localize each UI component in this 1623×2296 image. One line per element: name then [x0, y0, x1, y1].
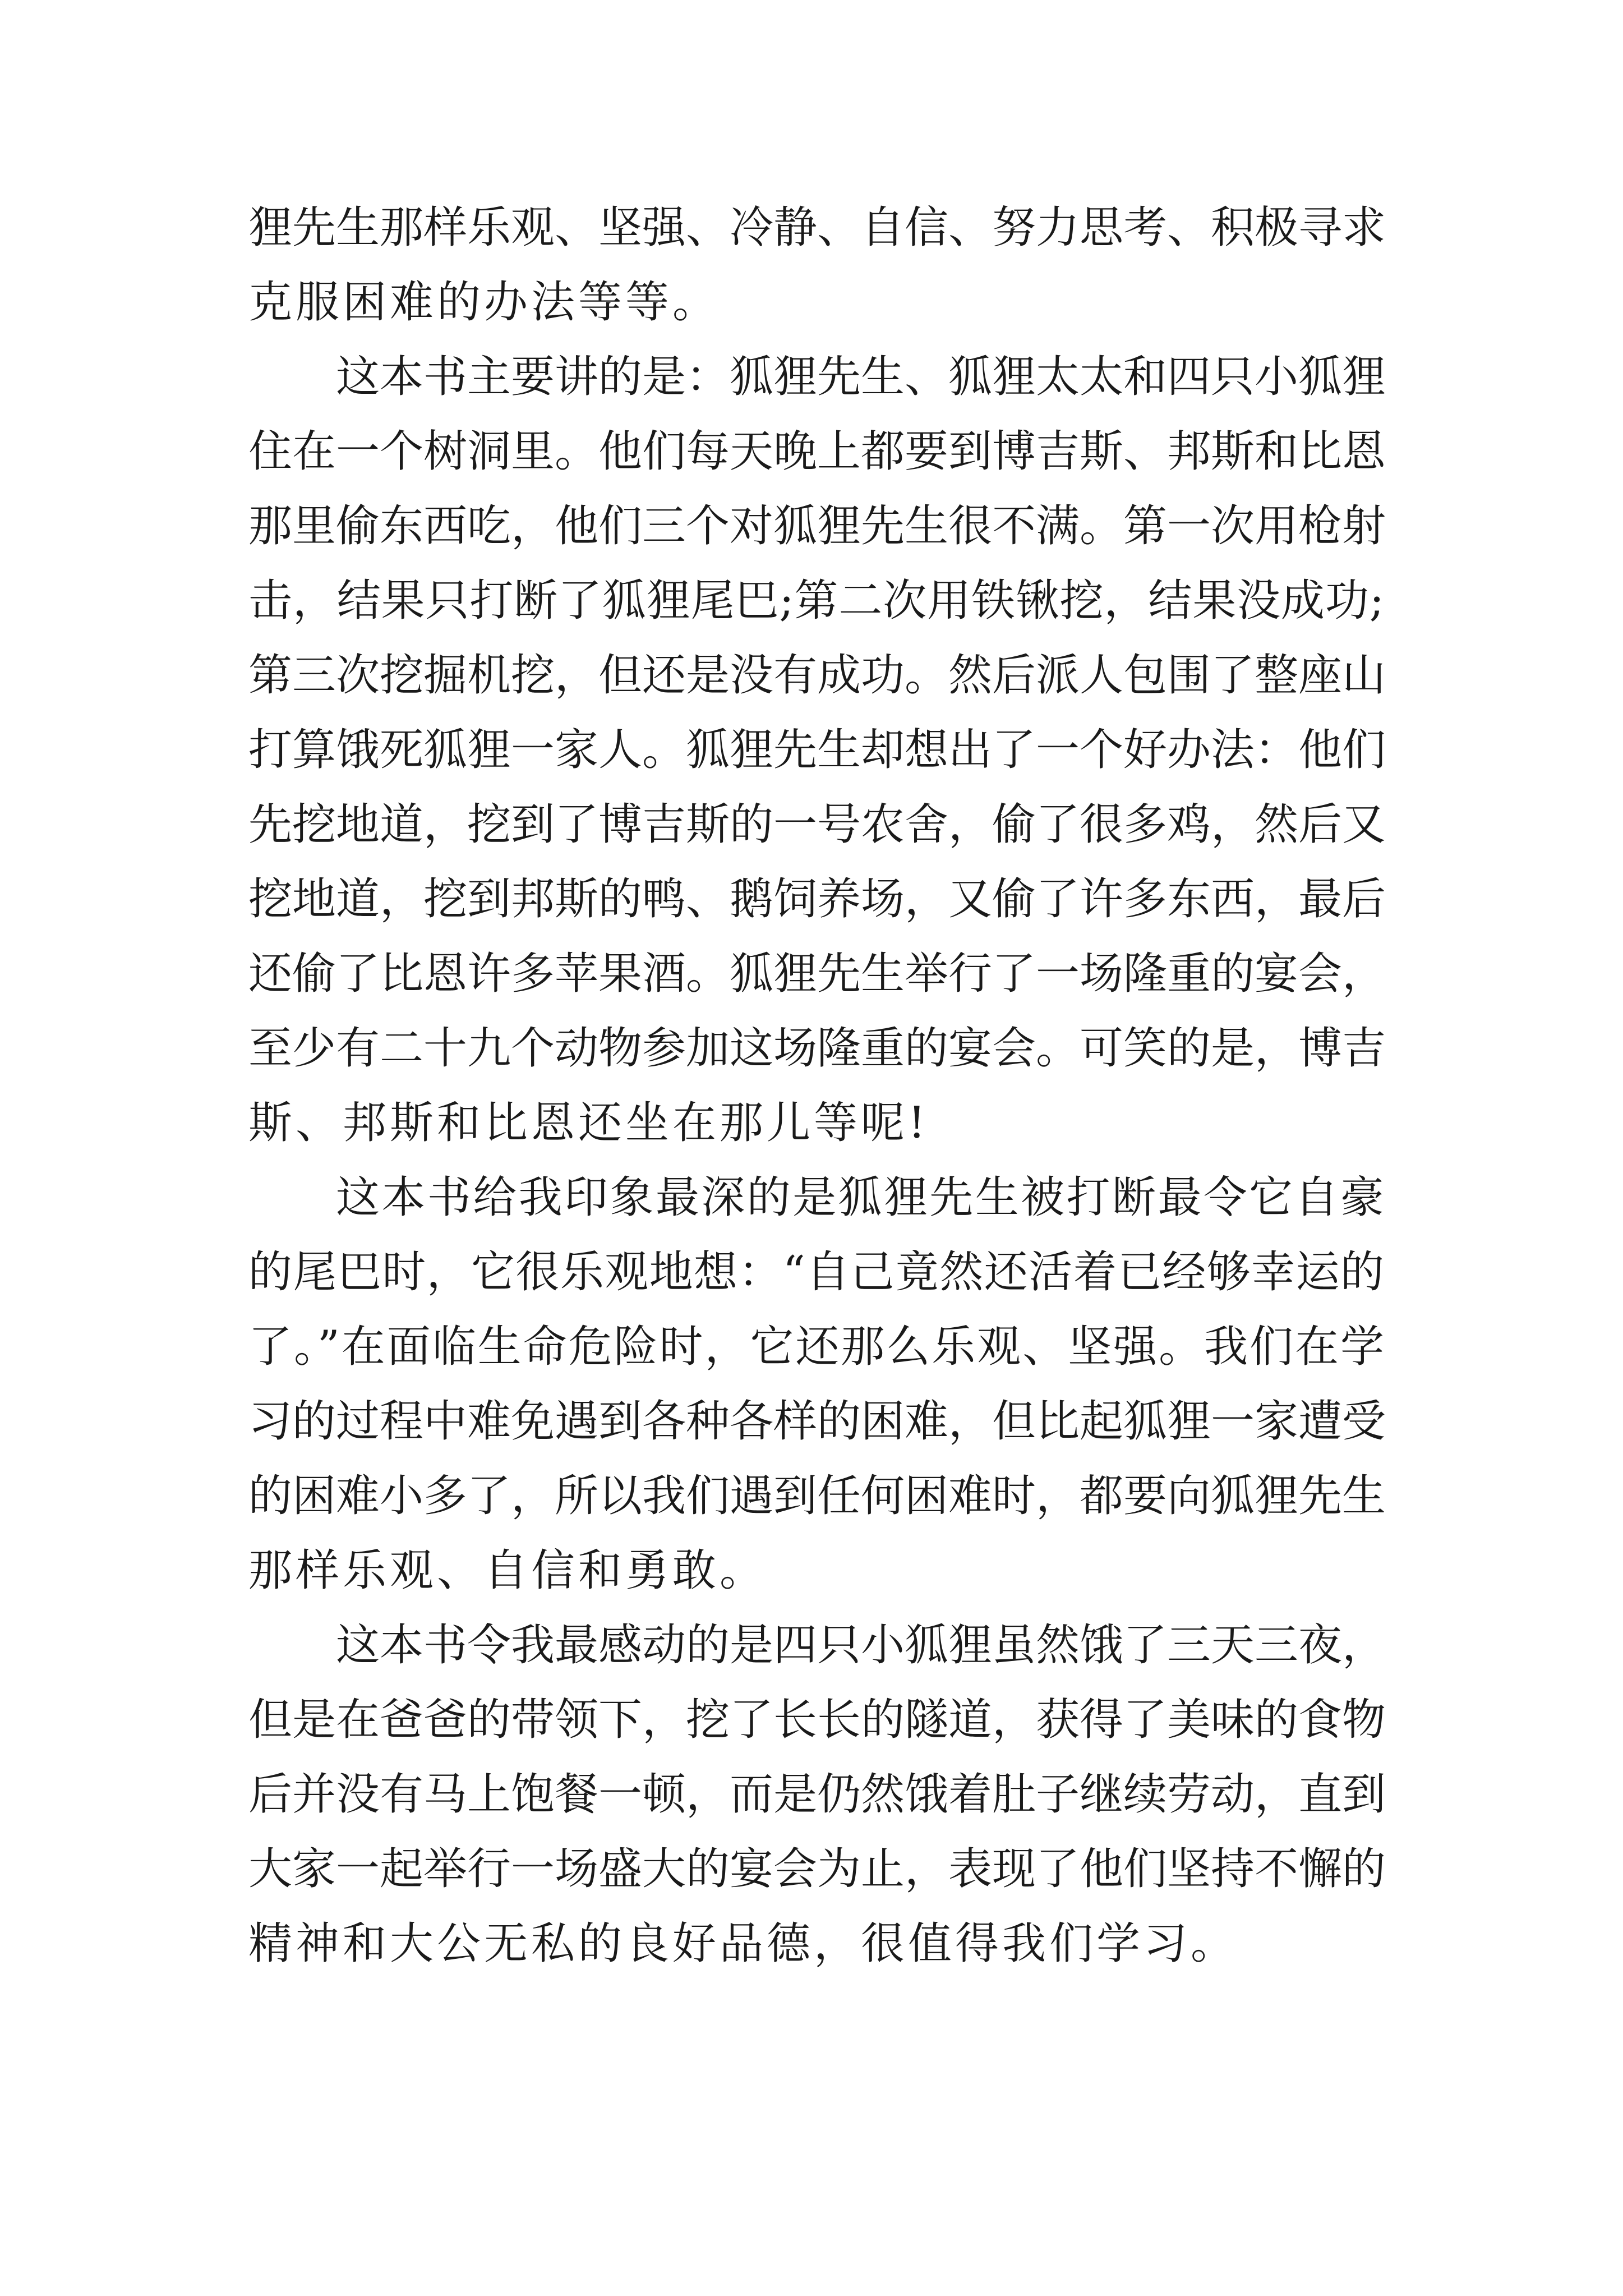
- body-line: 大家一起举行一场盛大的宴会为止，表现了他们坚持不懈的: [248, 1844, 1386, 1894]
- document-body: [248, 191, 1384, 1981]
- body-line: 还偷了比恩许多苹果酒。狐狸先生举行了一场隆重的宴会，: [248, 949, 1386, 999]
- body-line: 克服困难的办法等等。: [248, 277, 720, 328]
- body-line: 那里偷东西吃，他们三个对狐狸先生很不满。第一次用枪射: [248, 501, 1386, 551]
- paragraph-first-line: 这本书令我最感动的是四只小狐狸虽然饿了三天三夜，: [336, 1620, 1386, 1671]
- body-line: 了。”在面临生命危险时，它还那么乐观、坚强。我们在学: [248, 1322, 1384, 1372]
- body-line: 但是在爸爸的带领下，挖了长长的隧道，获得了美味的食物: [248, 1695, 1386, 1745]
- body-line: 狸先生那样乐观、坚强、冷静、自信、努力思考、积极寻求: [248, 203, 1386, 253]
- body-line: 斯、邦斯和比恩还坐在那儿等呢!: [248, 1098, 929, 1148]
- body-line: 后并没有马上饱餐一顿，而是仍然饿着肚子继续劳动，直到: [248, 1769, 1386, 1820]
- body-line: 住在一个树洞里。他们每天晚上都要到博吉斯、邦斯和比恩: [248, 426, 1386, 477]
- body-line: 至少有二十九个动物参加这场隆重的宴会。可笑的是，博吉: [248, 1023, 1386, 1074]
- body-line: 精神和大公无私的良好品德，很值得我们学习。: [248, 1918, 1238, 1969]
- body-line: 的困难小多了，所以我们遇到任何困难时，都要向狐狸先生: [248, 1471, 1386, 1521]
- body-line: 那样乐观、自信和勇敢。: [248, 1545, 767, 1596]
- body-line: 挖地道，挖到邦斯的鸭、鹅饲养场，又偷了许多东西，最后: [248, 874, 1386, 924]
- body-line: 打算饿死狐狸一家人。狐狸先生却想出了一个好办法：他们: [248, 725, 1386, 775]
- paragraph-first-line: 这本书给我印象最深的是狐狸先生被打断最令它自豪: [336, 1172, 1384, 1223]
- body-line: 先挖地道，挖到了博吉斯的一号农舍，偷了很多鸡，然后又: [248, 799, 1386, 850]
- body-line: 击，结果只打断了狐狸尾巴;第二次用铁锹挖，结果没成功;: [248, 576, 1384, 626]
- body-line: 第三次挖掘机挖，但还是没有成功。然后派人包围了整座山: [248, 650, 1386, 701]
- body-line: 的尾巴时，它很乐观地想：“自己竟然还活着已经够幸运的: [248, 1247, 1384, 1297]
- paragraph-first-line: 这本书主要讲的是：狐狸先生、狐狸太太和四只小狐狸: [336, 352, 1386, 402]
- body-line: 习的过程中难免遇到各种各样的困难，但比起狐狸一家遭受: [248, 1396, 1386, 1447]
